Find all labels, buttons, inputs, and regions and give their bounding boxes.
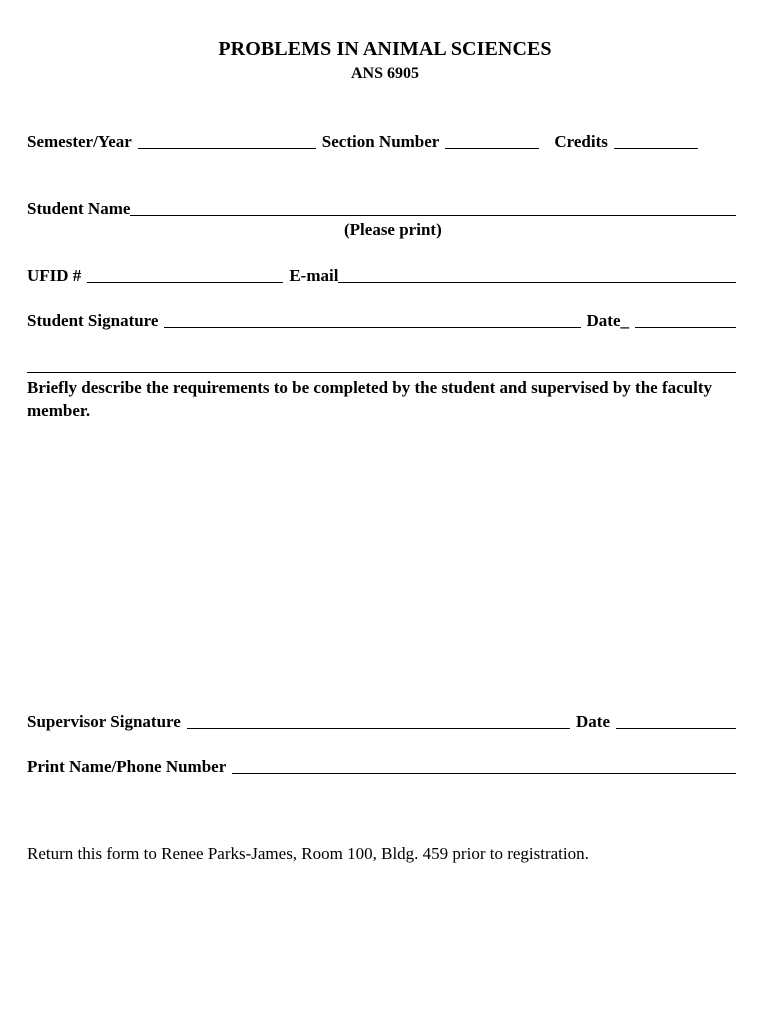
student-name-row [27, 197, 736, 219]
course-number: ANS 6905 [350, 65, 419, 82]
student-signature-field[interactable] [164, 310, 580, 328]
email-field[interactable] [338, 265, 736, 283]
please-print-note: (Please print) [344, 220, 442, 239]
ufid-row [27, 264, 736, 286]
email-label: E-mail [289, 266, 339, 285]
supervisor-signature-label: Supervisor Signature [27, 712, 181, 731]
ufid-label: UFID # [27, 266, 82, 285]
section-divider [27, 372, 736, 373]
student-name-label: Student Name [27, 199, 131, 218]
semester-label: Semester/Year [27, 132, 132, 151]
student-name-field[interactable] [130, 198, 736, 216]
student-date-field[interactable] [635, 310, 736, 328]
supervisor-signature-field[interactable] [187, 711, 570, 729]
return-instructions: Return this form to Renee Parks-James, Room 100, Bldg. 459 prior to registration. [27, 844, 589, 863]
print-name-label: Print Name/Phone Number [27, 757, 227, 776]
credits-field[interactable] [614, 131, 698, 149]
semester-field[interactable] [138, 131, 316, 149]
semester-row [27, 130, 736, 152]
requirements-prompt: Briefly describe the requirements to be completed by the student and supervised by the faculty member. [27, 378, 713, 420]
section-label: Section Number [321, 132, 440, 151]
form-title: PROBLEMS IN ANIMAL SCIENCES [218, 38, 552, 60]
supervisor-date-label: Date [576, 712, 610, 731]
supervisor-signature-row [27, 710, 736, 732]
student-signature-label: Student Signature [27, 311, 159, 330]
ufid-field[interactable] [87, 265, 283, 283]
print-name-field[interactable] [232, 756, 736, 774]
credits-label: Credits [554, 132, 608, 151]
student-signature-row [27, 309, 736, 331]
section-field[interactable] [445, 131, 539, 149]
supervisor-date-field[interactable] [616, 711, 736, 729]
print-name-row [27, 755, 736, 777]
student-date-label: Date_ [586, 311, 629, 330]
